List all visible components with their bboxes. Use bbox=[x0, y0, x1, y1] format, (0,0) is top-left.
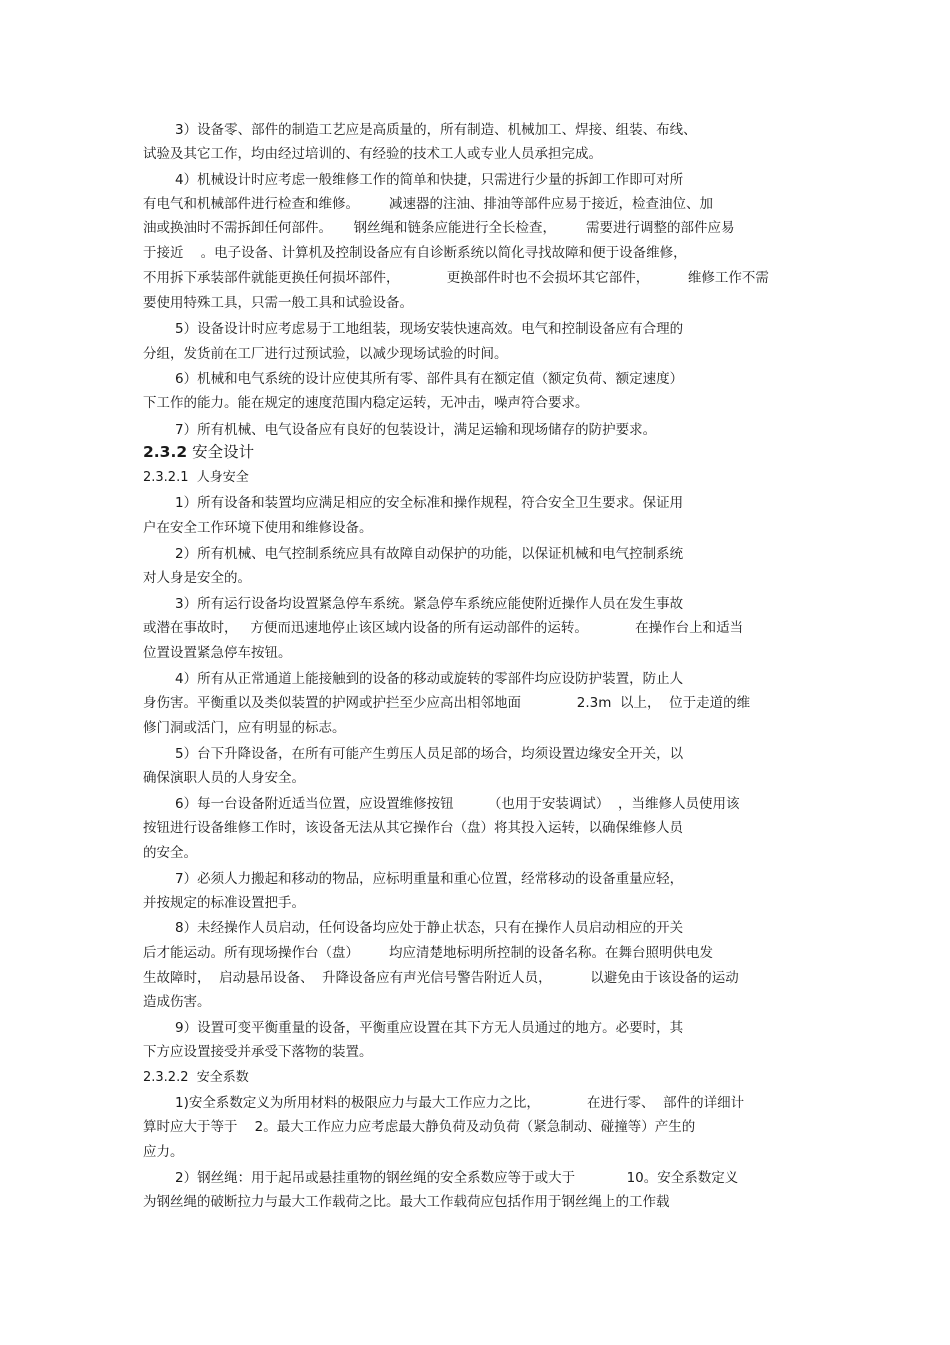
paragraph-line: 造成伤害。 bbox=[143, 994, 211, 1010]
paragraph-line: 8）未经操作人员启动，任何设备均应处于静止状态，只有在操作人员启动相应的开关 bbox=[175, 920, 684, 936]
paragraph-line: 1)安全系数定义为所用材料的极限应力与最大工作应力之比， 在进行零、 部件的详细计 bbox=[175, 1095, 745, 1111]
section-number: 2.3.2 bbox=[143, 443, 188, 461]
paragraph-line: 有电气和机械部件进行检查和维修。 减速器的注油、排油等部件应易于接近，检查油位、加 bbox=[143, 196, 714, 212]
paragraph-line: 1）所有设备和装置均应满足相应的安全标准和操作规程，符合安全卫生要求。保证用 bbox=[175, 495, 684, 511]
paragraph-line: 对人身是安全的。 bbox=[143, 570, 251, 586]
subsection-heading: 2.3.2.2 安全系数 bbox=[143, 1070, 249, 1085]
paragraph-line: 算时应大于等于 2。最大工作应力应考虑最大静负荷及动负荷（紧急制动、碰撞等）产生的 bbox=[143, 1119, 696, 1135]
paragraph-line: 按钮进行设备维修工作时，该设备无法从其它操作台（盘）将其投入运转，以确保维修人员 bbox=[143, 820, 683, 836]
paragraph-line: 5）设备设计时应考虑易于工地组装，现场安装快速高效。电气和控制设备应有合理的 bbox=[175, 321, 684, 337]
paragraph-line: 油或换油时不需拆卸任何部件。 钢丝绳和链条应能进行全长检查， 需要进行调整的部件应易 bbox=[143, 220, 735, 236]
paragraph-line: 分组，发货前在工厂进行过预试验，以减少现场试验的时间。 bbox=[143, 346, 508, 362]
paragraph-line: 下方应设置接受并承受下落物的装置。 bbox=[143, 1044, 373, 1060]
section-title: 安全设计 bbox=[192, 443, 255, 461]
paragraph-line: 2）钢丝绳：用于起吊或悬挂重物的钢丝绳的安全系数应等于或大于 10。安全系数定义 bbox=[175, 1170, 739, 1186]
paragraph-line: 试验及其它工作，均由经过培训的、有经验的技术工人或专业人员承担完成。 bbox=[143, 146, 602, 162]
paragraph-line: 或潜在事故时， 方便而迅速地停止该区域内设备的所有运动部件的运转。 在操作台上和适当 bbox=[143, 620, 744, 636]
paragraph-line: 并按规定的标准设置把手。 bbox=[143, 895, 305, 911]
paragraph-line: 户在安全工作环境下使用和维修设备。 bbox=[143, 520, 373, 536]
paragraph-line: 3）设备零、部件的制造工艺应是高质量的，所有制造、机械加工、焊接、组装、布线、 bbox=[175, 122, 697, 138]
paragraph-line: 为钢丝绳的破断拉力与最大工作载荷之比。最大工作载荷应包括作用于钢丝绳上的工作载 bbox=[143, 1194, 670, 1210]
paragraph-line: 身伤害。平衡重以及类似装置的护网或护拦至少应高出相邻地面 2.3m 以上， 位于走道的维 bbox=[143, 695, 751, 711]
paragraph-line: 位置设置紧急停车按钮。 bbox=[143, 645, 292, 661]
paragraph-line: 的安全。 bbox=[143, 845, 197, 861]
paragraph-line: 9）设置可变平衡重量的设备，平衡重应设置在其下方无人员通过的地方。必要时，其 bbox=[175, 1020, 684, 1036]
paragraph-line: 7）必须人力搬起和移动的物品，应标明重量和重心位置，经常移动的设备重量应轻， bbox=[175, 871, 684, 887]
paragraph-line: 应力。 bbox=[143, 1144, 184, 1160]
paragraph-line: 5）台下升降设备，在所有可能产生剪压人员足部的场合，均须设置边缘安全开关，以 bbox=[175, 746, 684, 762]
paragraph-line: 下工作的能力。能在规定的速度范围内稳定运转，无冲击，噪声符合要求。 bbox=[143, 395, 589, 411]
paragraph-line: 3）所有运行设备均设置紧急停车系统。紧急停车系统应能使附近操作人员在发生事故 bbox=[175, 596, 684, 612]
paragraph-line: 要使用特殊工具，只需一般工具和试验设备。 bbox=[143, 295, 413, 311]
paragraph-line: 确保演职人员的人身安全。 bbox=[143, 770, 305, 786]
paragraph-line: 7）所有机械、电气设备应有良好的包装设计，满足运输和现场储存的防护要求。 bbox=[175, 422, 657, 438]
paragraph-line: 2）所有机械、电气控制系统应具有故障自动保护的功能，以保证机械和电气控制系统 bbox=[175, 546, 684, 562]
paragraph-line: 修门洞或活门，应有明显的标志。 bbox=[143, 720, 346, 736]
paragraph-line: 6）机械和电气系统的设计应使其所有零、部件具有在额定值（额定负荷、额定速度） bbox=[175, 371, 684, 387]
section-heading bbox=[143, 442, 254, 462]
paragraph-line: 于接近 。电子设备、计算机及控制设备应有自诊断系统以简化寻找故障和便于设备维修， bbox=[143, 245, 687, 261]
subsection-heading: 2.3.2.1 人身安全 bbox=[143, 470, 249, 485]
paragraph-line: 4）所有从正常通道上能接触到的设备的移动或旋转的零部件均应设防护装置，防止人 bbox=[175, 671, 684, 687]
paragraph-line: 后才能运动。所有现场操作台（盘） 均应清楚地标明所控制的设备名称。在舞台照明供电发 bbox=[143, 945, 714, 961]
paragraph-line: 6）每一台设备附近适当位置，应设置维修按钮 （也用于安装调试） ，当维修人员使用该 bbox=[175, 796, 740, 812]
paragraph-line: 生故障时， 启动悬吊设备、 升降设备应有声光信号警告附近人员， 以避免由于该设备的运动 bbox=[143, 970, 739, 986]
paragraph-line: 4）机械设计时应考虑一般维修工作的简单和快捷，只需进行少量的拆卸工作即可对所 bbox=[175, 172, 684, 188]
paragraph-line: 不用拆下承装部件就能更换任何损坏部件， 更换部件时也不会损坏其它部件， 维修工作不需 bbox=[143, 270, 769, 286]
